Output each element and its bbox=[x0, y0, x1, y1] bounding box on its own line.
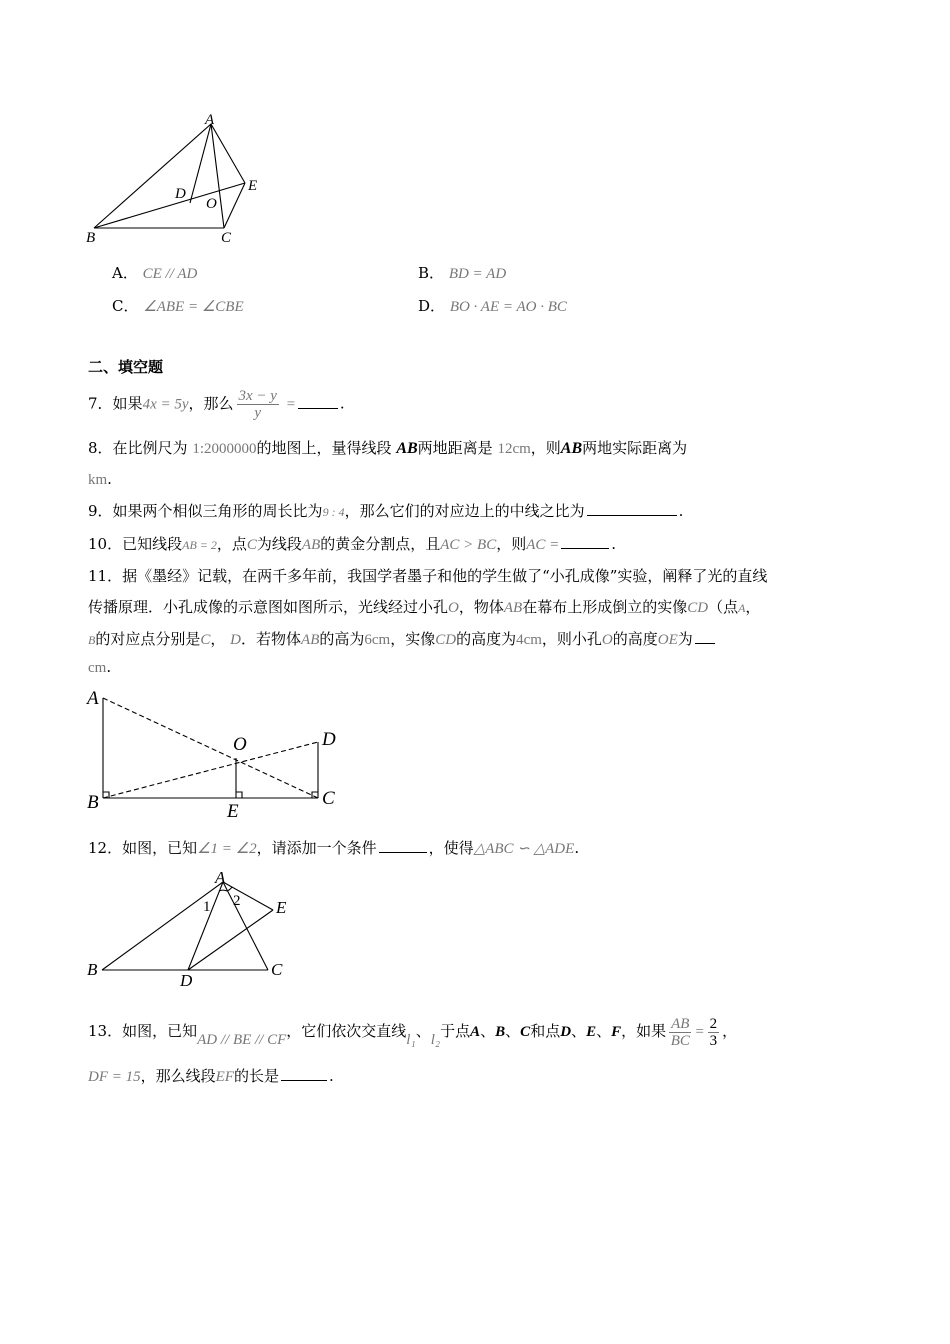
answer-blank-10[interactable] bbox=[561, 534, 609, 549]
fig12-label-D: D bbox=[180, 971, 193, 990]
figure-q11 bbox=[90, 690, 350, 820]
fig12-label-C: C bbox=[271, 960, 283, 979]
fig11-label-D: D bbox=[322, 729, 336, 750]
fig6-label-D: D bbox=[175, 186, 186, 202]
fig12-label-A: A bbox=[215, 868, 226, 887]
fig6-label-A: A bbox=[205, 112, 215, 128]
answer-blank-12[interactable] bbox=[379, 838, 427, 853]
option-c[interactable]: C． ∠ABE = ∠CBE bbox=[112, 297, 244, 315]
fig12-AB bbox=[102, 882, 223, 970]
answer-blank-9[interactable] bbox=[587, 501, 677, 516]
fig11-right-angle-E bbox=[236, 792, 242, 798]
seg-AB bbox=[94, 124, 211, 228]
option-a[interactable]: A． CE // AD bbox=[112, 264, 198, 282]
fig6-label-E: E bbox=[248, 178, 258, 194]
fig6-label-B: B bbox=[86, 230, 96, 246]
seg-BE bbox=[94, 183, 245, 228]
seg-AD bbox=[190, 124, 211, 203]
question-13: 13．如图，已知AD // BE // CF，它们依次交直线l₁、l₂于点A、B、C和点D、E、F，如果 $\frac{AB}{BC}$ = $\frac{2}{3}$ ， bbox=[88, 1015, 738, 1049]
fig12-DE bbox=[188, 910, 273, 970]
question-11-line2: 传播原理．小孔成像的示意图如图所示，光线经过小孔O，物体AB在幕布上形成倒立的实像CD（点A， bbox=[88, 598, 761, 616]
fig12-label-E: E bbox=[276, 898, 287, 917]
fig11-label-A: A bbox=[87, 688, 99, 709]
fig11-label-O: O bbox=[233, 734, 247, 755]
question-7: 7．如果4x = 5y，那么 $\frac{3x - y}{y}$ = . bbox=[88, 388, 345, 421]
option-b[interactable]: B． BD = AD bbox=[418, 264, 507, 282]
fig11-label-E: E bbox=[227, 801, 239, 822]
section-heading: 二、填空题 bbox=[88, 358, 164, 376]
seg-AE bbox=[211, 124, 245, 183]
answer-blank-7[interactable] bbox=[298, 394, 338, 409]
question-10: 10．已知线段AB = 2，点C为线段AB的黄金分割点，且AC > BC，则AC = . bbox=[88, 535, 617, 553]
fig11-BD-dashed bbox=[103, 742, 318, 798]
fig11-label-B: B bbox=[87, 792, 99, 813]
fig6-label-C: C bbox=[221, 230, 232, 246]
fig11-label-C: C bbox=[322, 788, 335, 809]
question-9: 9．如果两个相似三角形的周长比为9 : 4，那么它们的对应边上的中线之比为 . bbox=[88, 502, 684, 520]
fig12-label-B: B bbox=[87, 960, 98, 979]
fig11-AC-dashed bbox=[103, 698, 318, 798]
seg-CE bbox=[224, 183, 245, 228]
option-d[interactable]: D． BO · AE = AO · BC bbox=[418, 297, 567, 315]
fig12-angle2-arc bbox=[227, 887, 232, 891]
fig12-label-1: 1 bbox=[203, 899, 211, 915]
question-13-line2: DF = 15，那么线段EF的长是 . bbox=[88, 1067, 334, 1085]
question-8: 8．在比例尺为 1:2000000的地图上，量得线段 AB两地距离是 12cm，则AB两地实际距离为 bbox=[88, 439, 688, 457]
question-11-line1: 11．据《墨经》记载，在两千多年前，我国学者墨子和他的学生做了“小孔成像”实验，阐释了光的直线 bbox=[88, 567, 768, 585]
fig6-label-O: O bbox=[206, 196, 217, 212]
answer-blank-11[interactable] bbox=[695, 629, 715, 644]
fig12-angle1-arc bbox=[219, 890, 227, 891]
answer-blank-13[interactable] bbox=[281, 1066, 327, 1081]
question-11-line4: cm. bbox=[88, 658, 112, 676]
fig12-label-2: 2 bbox=[233, 893, 241, 909]
question-12: 12．如图，已知∠1 = ∠2，请添加一个条件 ，使得△ABC ∽ △ADE. bbox=[88, 839, 580, 857]
question-11-line3: B的对应点分别是C， D．若物体AB的高为6cm，实像CD的高度为4cm，则小孔O的高度OE为 bbox=[88, 629, 717, 650]
question-8-line2: km. bbox=[88, 470, 112, 488]
